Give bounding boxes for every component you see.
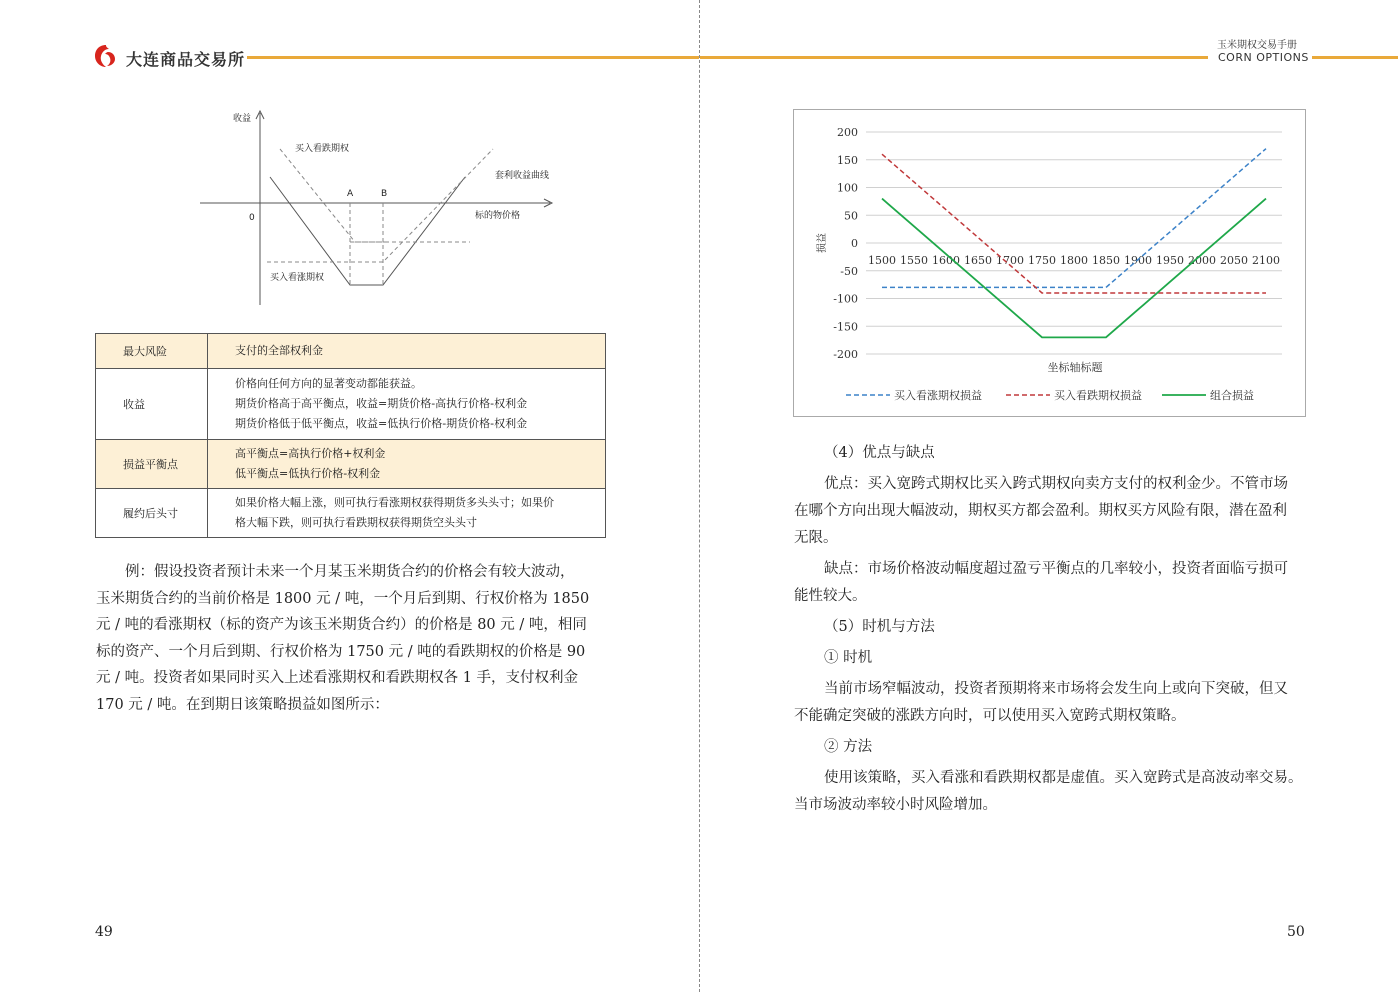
header-rule-left [247, 56, 699, 59]
header-rule-right-a [700, 56, 1208, 59]
table-value-line: 高平衡点=高执行价格+权利金 [235, 447, 386, 460]
table-value-line: 价格向任何方向的显著变动都能获益。 [235, 377, 422, 390]
x-tick-label: 1750 [1028, 254, 1056, 267]
page-number-right: 50 [1287, 924, 1305, 940]
x-tick-label: 1700 [996, 254, 1024, 267]
header-title-cn: 玉米期权交易手册 [1217, 40, 1297, 51]
legend-label: 买入看跌期权损益 [1054, 389, 1142, 402]
diagram-b-label: B [381, 189, 388, 199]
y-tick-label: -200 [833, 348, 858, 361]
y-axis-title: 损益 [817, 233, 828, 253]
y-tick-label: 150 [837, 153, 858, 167]
diagram-call-label: 买入看涨期权 [270, 273, 325, 283]
diagram-zero-label: 0 [249, 213, 255, 223]
text-line: 元 / 吨的看涨期权（标的资产为该玉米期货合约）的价格是 80 元 / 吨，相同 [96, 617, 587, 634]
strategy-summary-table [95, 333, 606, 538]
section-heading: （4）优点与缺点 [824, 445, 935, 461]
legend-label: 组合损益 [1210, 389, 1254, 402]
text-line: 标的资产、一个月后到期、行权价格为 1750 元 / 吨的看跌期权的价格是 90 [96, 643, 586, 660]
y-tick-label: 200 [837, 126, 858, 139]
y-tick-label: 0 [851, 237, 858, 250]
diagram-a-label: A [347, 189, 354, 199]
series-line [882, 199, 1266, 338]
table-row [96, 334, 606, 369]
x-tick-label: 1500 [868, 254, 896, 267]
text-line: 不能确定突破的涨跌方向时，可以使用买入宽跨式期权策略。 [794, 708, 1186, 724]
diagram-put-label: 买入看跌期权 [295, 144, 350, 154]
table-value [208, 369, 606, 440]
section-heading: ② 方法 [824, 739, 873, 755]
section-heading: （5）时机与方法 [824, 619, 935, 635]
strangle-diagram [195, 105, 595, 315]
text-line: 元 / 吨。投资者如果同时买入上述看涨期权和看跌期权各 1 手，支付权利金 [96, 670, 579, 687]
x-tick-label: 1950 [1156, 254, 1184, 267]
x-tick-label: 2000 [1188, 254, 1216, 267]
table-value-line: 格大幅下跌，则可执行看跌期权获得期货空头头寸 [235, 516, 477, 529]
text-line: 无限。 [794, 530, 838, 546]
text-line: 当前市场窄幅波动，投资者预期将来市场将会发生向上或向下突破，但又 [824, 681, 1288, 697]
text-line: 例：假设投资者预计未来一个月某玉米期货合约的价格会有较大波动， [125, 564, 575, 580]
text-line: 缺点：市场价格波动幅度超过盈亏平衡点的几率较小，投资者面临亏损可 [824, 561, 1288, 577]
page-number-left: 49 [95, 924, 113, 940]
payoff-chart [793, 109, 1306, 417]
table-key: 最大风险 [96, 334, 208, 369]
x-tick-label: 1850 [1092, 254, 1120, 267]
diagram-y-label: 收益 [233, 114, 252, 124]
y-tick-label: -50 [840, 264, 858, 278]
table-row [96, 369, 606, 440]
x-tick-label: 1650 [964, 254, 992, 267]
diagram-arb-label: 套利收益曲线 [495, 171, 550, 181]
table-key: 履约后头寸 [96, 489, 208, 538]
strangle-diagram-svg [195, 105, 595, 315]
y-tick-label: 50 [844, 209, 858, 223]
x-tick-label: 1800 [1060, 254, 1088, 267]
table-value-line: 期货价格低于低平衡点，收益=低执行价格-期货价格-权利金 [235, 417, 528, 430]
page-fold-divider [699, 0, 700, 992]
table-value [208, 334, 606, 369]
y-tick-label: -100 [833, 292, 858, 306]
x-tick-label: 2100 [1252, 254, 1280, 267]
legend-label: 买入看涨期权损益 [894, 389, 982, 402]
text-line: 170 元 / 吨。在到期日该策略损益如图所示： [96, 696, 389, 713]
text-line: 玉米期货合约的当前价格是 1800 元 / 吨，一个月后到期、行权价格为 1850 [96, 590, 590, 607]
header-rule-right-b [1312, 56, 1398, 59]
text-line: 优点：买入宽跨式期权比买入跨式期权向卖方支付的权利金少。不管市场 [824, 476, 1288, 492]
x-tick-label: 2050 [1220, 254, 1248, 267]
payoff-chart-svg [794, 110, 1305, 416]
table-row [96, 489, 606, 538]
table-value-line: 如果价格大幅上涨，则可执行看涨期权获得期货多头头寸；如果价 [235, 496, 554, 509]
table-key: 收益 [96, 369, 208, 440]
table-value [208, 489, 606, 538]
y-tick-label: -150 [833, 320, 858, 334]
put-payoff-line [280, 149, 388, 242]
table-value-line: 支付的全部权利金 [235, 344, 323, 357]
x-tick-label: 1600 [932, 254, 960, 267]
x-axis-title: 坐标轴标题 [1047, 361, 1103, 374]
x-tick-label: 1550 [900, 254, 928, 267]
text-line: 在哪个方向出现大幅波动，期权买方都会盈利。期权买方风险有限，潜在盈利 [794, 503, 1287, 519]
header-title-en: CORN OPTIONS [1218, 51, 1309, 64]
table-value [208, 440, 606, 489]
call-payoff-line [267, 149, 493, 262]
text-line: 能性较大。 [794, 588, 867, 604]
table-key: 损益平衡点 [96, 440, 208, 489]
text-line: 当市场波动率较小时风险增加。 [794, 797, 997, 813]
example-paragraph [96, 559, 606, 719]
dce-logo [93, 43, 119, 69]
logo-text: 大连商品交易所 [126, 50, 246, 69]
y-tick-label: 100 [837, 181, 858, 195]
section-heading: ① 时机 [824, 650, 873, 666]
dce-logo-icon [93, 43, 119, 69]
table-value-line: 低平衡点=低执行价格-权利金 [235, 467, 381, 480]
table-value-line: 期货价格高于高平衡点，收益=期货价格-高执行价格-权利金 [235, 397, 528, 410]
table-row [96, 440, 606, 489]
text-line: 使用该策略，买入看涨和看跌期权都是虚值。买入宽跨式是高波动率交易。 [824, 770, 1303, 786]
combo-payoff-line [270, 177, 465, 285]
series-line [882, 154, 1266, 293]
x-tick-label: 1900 [1124, 254, 1152, 267]
right-text-block [794, 440, 1306, 819]
diagram-price-label: 标的物价格 [475, 211, 521, 221]
